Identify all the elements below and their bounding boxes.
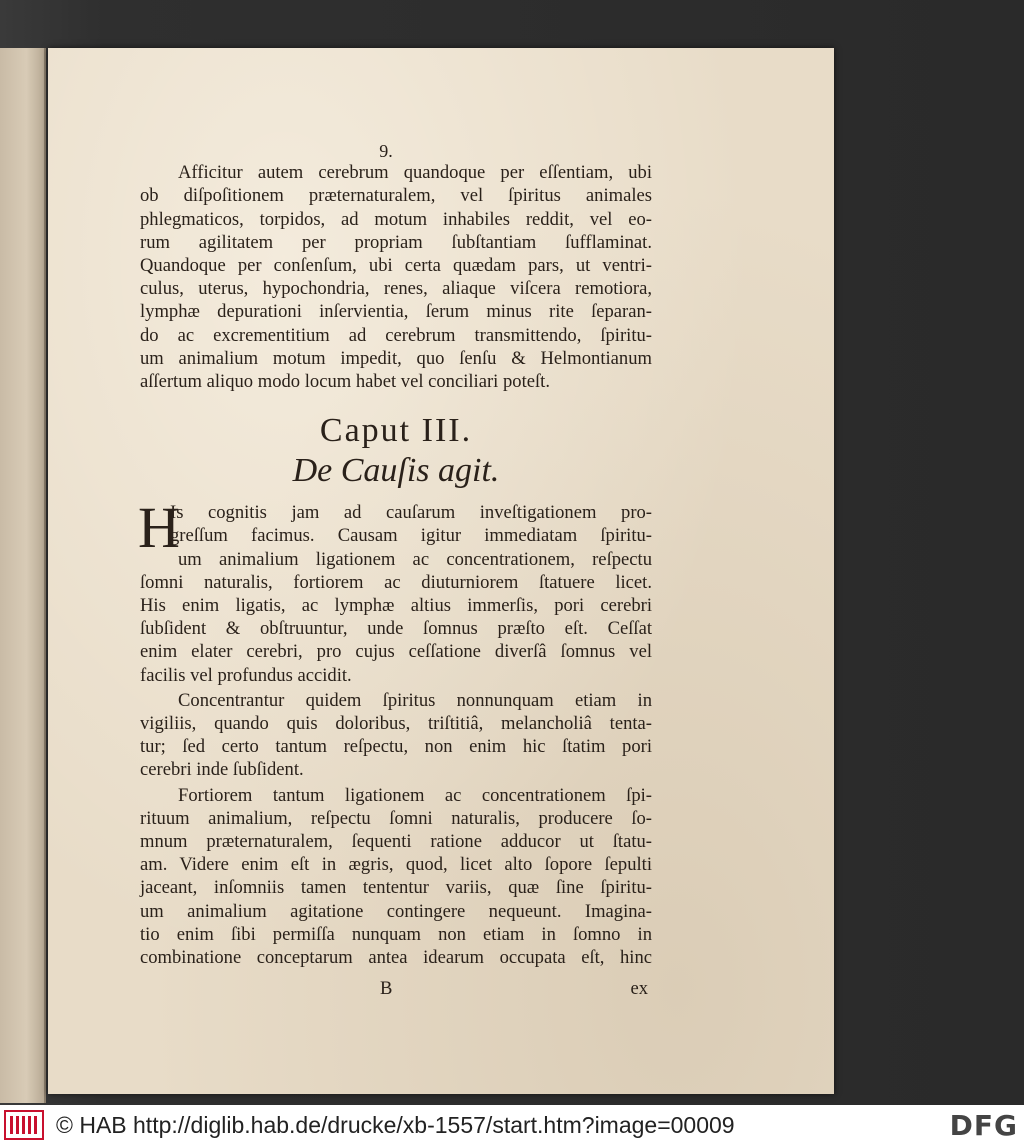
dfg-logo: DFG [949,1109,1018,1142]
paragraph-2 [138,495,652,687]
footer-bar [0,1105,1024,1145]
text-line: lymphæ depurationi inſervientia, ſerum minus rite ſeparan- [140,301,652,323]
copyright-link[interactable]: © HAB http://diglib.hab.de/drucke/xb-1557/start.htm?image=00009 [56,1111,735,1138]
text-line: combinatione conceptarum antea idearum occupata eſt, hinc [140,947,652,969]
text-line: culus, uterus, hypochondria, renes, aliaque viſcera remotiora, [140,278,652,300]
text-line: cerebri inde ſubſident. [140,759,304,781]
text-line: am. Videre enim eſt in ægris, quod, licet alto ſopore ſepulti [140,854,652,876]
text-line: Is cognitis jam ad cauſarum inveſtigationem pro- [170,502,652,524]
paragraph-4 [140,784,652,970]
page-footer-marks [140,977,652,1000]
previous-page-edge [0,48,46,1103]
text-line: ob diſpoſitionem præternaturalem, vel ſpiritus animales [140,185,652,207]
catchword: ex [630,978,648,1000]
text-line: um animalium agitatione contingere nequeunt. Imagina- [140,900,652,922]
text-line: do ac excrementitium ad cerebrum transmittendo, ſpiritu- [140,324,652,346]
text-line: ſomni naturalis, fortiorem ac diuturniorem ſtatuere licet. [140,571,652,593]
text-line: jaceant, inſomniis tamen tententur variis, quæ ſine ſpiritu- [140,877,652,899]
book-page [48,48,834,1094]
text-line: um animalium motum impedit, quo ſenſu & Helmontianum [140,347,652,369]
chapter-title: Caput III. [319,412,473,450]
text-line: Quandoque per conſenſum, ubi certa quædam pars, ut ventri- [140,255,652,277]
text-line: enim elater cerebri, pro cujus ceſſatione diverſâ ſomnus vel [140,641,652,663]
text-line: Fortiorem tantum ligationem ac concentrationem ſpi- [178,784,652,806]
paragraph-1 [140,161,652,393]
hab-logo-icon [4,1110,46,1140]
text-line: um animalium ligationem ac concentrationem, reſpectu [178,548,652,570]
text-line: tio enim ſibi permiſſa nunquam non etiam in ſomno in [140,923,652,945]
text-line: rum agilitatem per propriam ſubſtantiam ſufflaminat. [140,231,652,253]
text-line: rituum animalium, reſpectu ſomni naturalis, producere ſo- [140,807,652,829]
text-line: greſſum facimus. Causam igitur immediatam ſpiritu- [170,525,652,547]
text-line: phlegmaticos, torpidos, ad motum inhabiles reddit, vel eo- [140,208,652,230]
text-line: Afficitur autem cerebrum quandoque per eſſentiam, ubi [178,162,652,184]
signature-mark: B [380,978,393,1000]
text-line: His enim ligatis, ac lymphæ altius immerſis, pori cerebri [140,595,652,617]
drop-cap-letter: H [138,495,180,561]
text-line: tur; ſed certo tantum reſpectu, non enim hic ſtatim pori [140,736,652,758]
text-line: Concentrantur quidem ſpiritus nonnunquam etiam in [178,689,652,711]
paragraph-3 [140,689,652,782]
text-line: facilis vel profundus accidit. [140,664,352,686]
text-line: ſubſident & obſtruuntur, unde ſomnus præſto eſt. Ceſſat [140,618,652,640]
page-text [140,140,652,1001]
text-line: vigiliis, quando quis doloribus, triſtitiâ, melancholiâ tenta- [140,713,652,735]
chapter-subtitle: De Cauſis agit. [292,452,500,490]
page-number: 9. [379,141,393,161]
text-line: aſſertum aliquo modo locum habet vel conciliari poteſt. [140,371,550,393]
text-line: mnum præternaturalem, ſequenti ratione adducor ut ſtatu- [140,831,652,853]
